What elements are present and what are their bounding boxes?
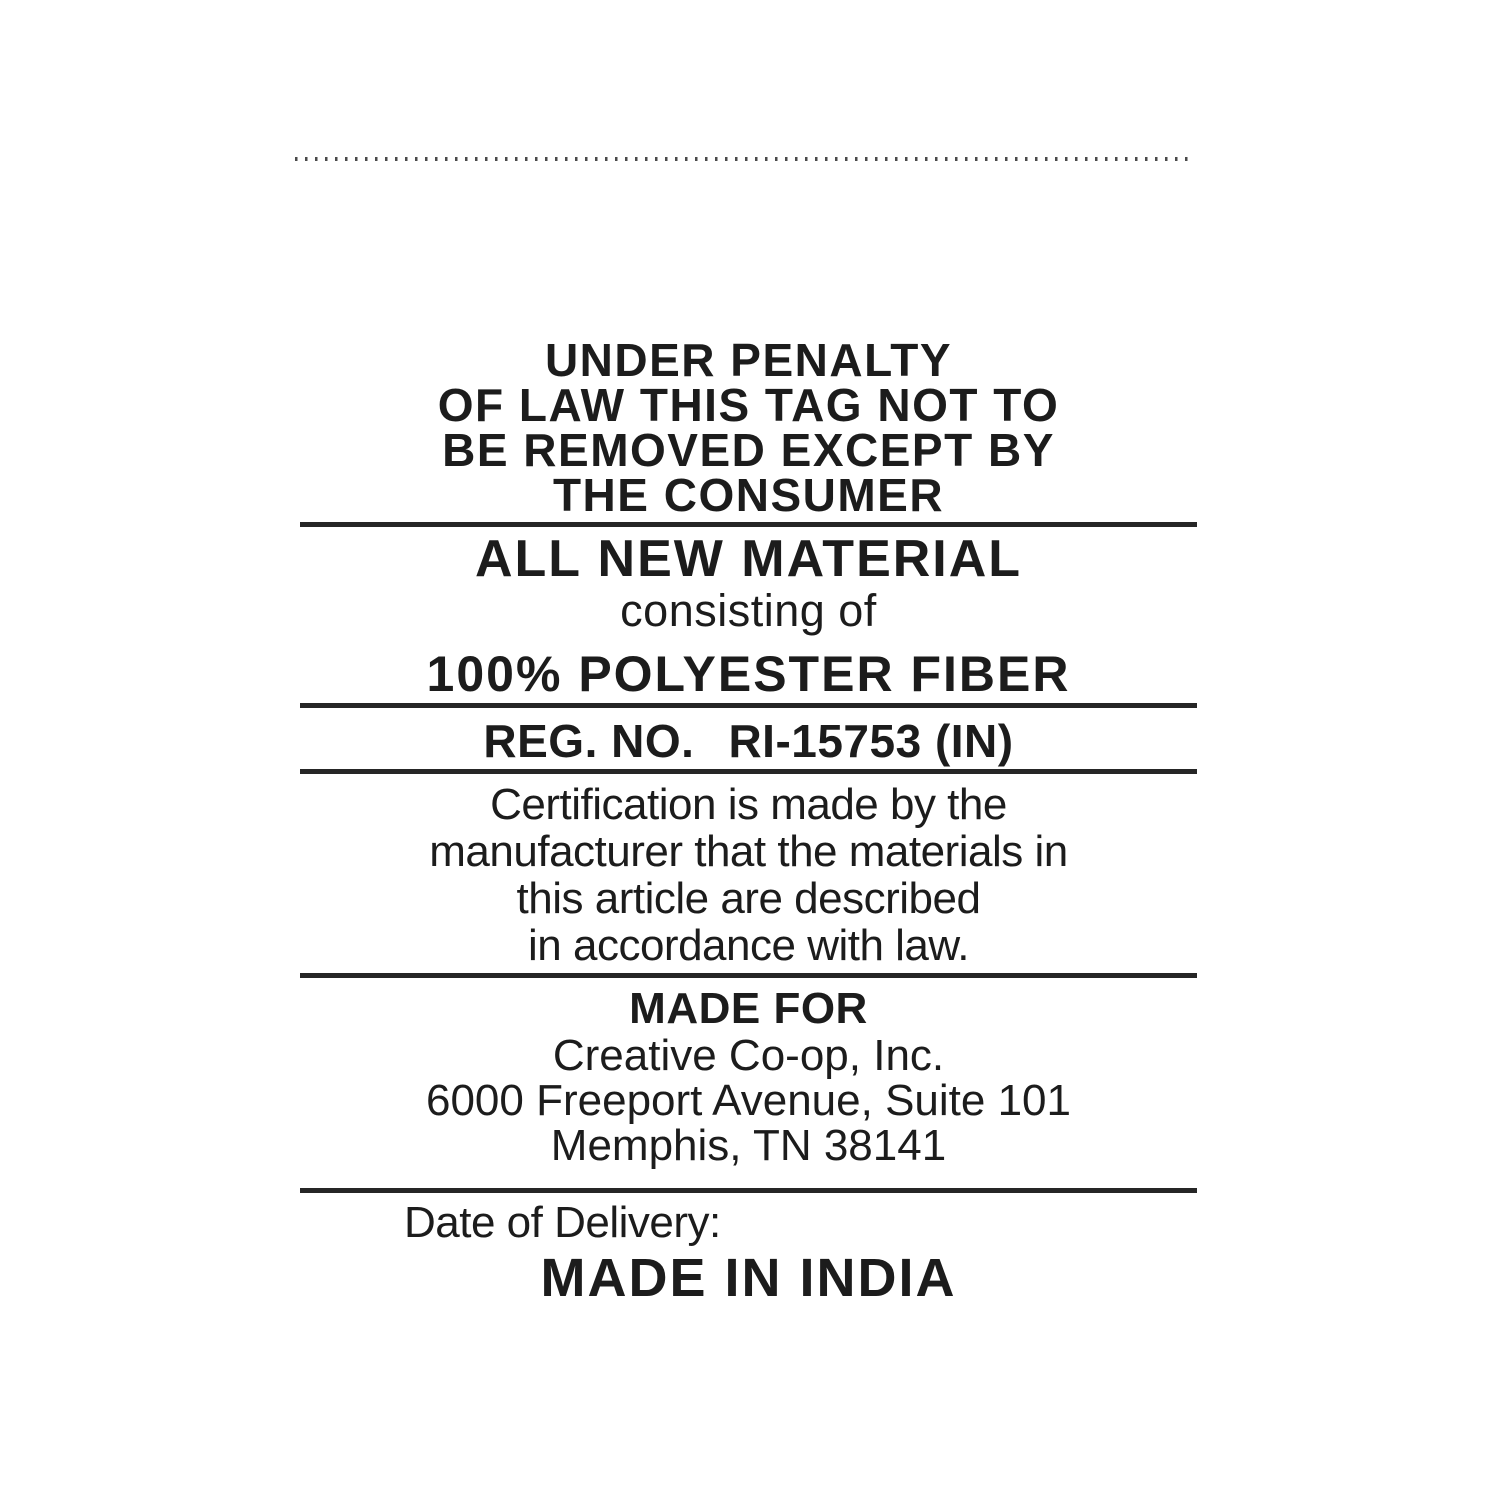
address-line-1: 6000 Freeport Avenue, Suite 101 xyxy=(425,1076,1071,1125)
warning-line: UNDER PENALTY xyxy=(544,334,953,386)
certification-line: this article are described xyxy=(516,874,981,923)
certification-statement xyxy=(300,781,1197,969)
section-divider-2 xyxy=(300,703,1197,708)
section-divider-1 xyxy=(300,522,1197,527)
country-of-origin: MADE IN INDIA xyxy=(540,1248,957,1308)
reg-no-value: RI-15753 (IN) xyxy=(728,715,1014,767)
company-name: Creative Co-op, Inc. xyxy=(552,1031,945,1080)
reg-no-label: REG. NO. xyxy=(483,715,695,767)
perforation-dotted-line xyxy=(295,157,1190,161)
made-for-heading: MADE FOR xyxy=(629,984,868,1033)
material-content: 100% POLYESTER FIBER xyxy=(426,646,1071,702)
warning-line: BE REMOVED EXCEPT BY xyxy=(442,424,1055,476)
certification-line: manufacturer that the materials in xyxy=(429,827,1068,876)
warning-line: THE CONSUMER xyxy=(552,469,945,521)
penalty-warning xyxy=(300,334,1197,521)
section-divider-4 xyxy=(300,973,1197,978)
material-subheading: consisting of xyxy=(620,585,877,636)
warning-line: OF LAW THIS TAG NOT TO xyxy=(437,379,1060,431)
date-of-delivery-label: Date of Delivery: xyxy=(404,1198,721,1247)
address-line-2: Memphis, TN 38141 xyxy=(550,1121,947,1170)
certification-line: Certification is made by the xyxy=(490,780,1007,829)
certification-line: in accordance with law. xyxy=(528,921,969,970)
registration-line xyxy=(300,715,1197,767)
section-divider-5 xyxy=(300,1188,1197,1193)
section-divider-3 xyxy=(300,769,1197,774)
material-heading: ALL NEW MATERIAL xyxy=(474,530,1023,588)
